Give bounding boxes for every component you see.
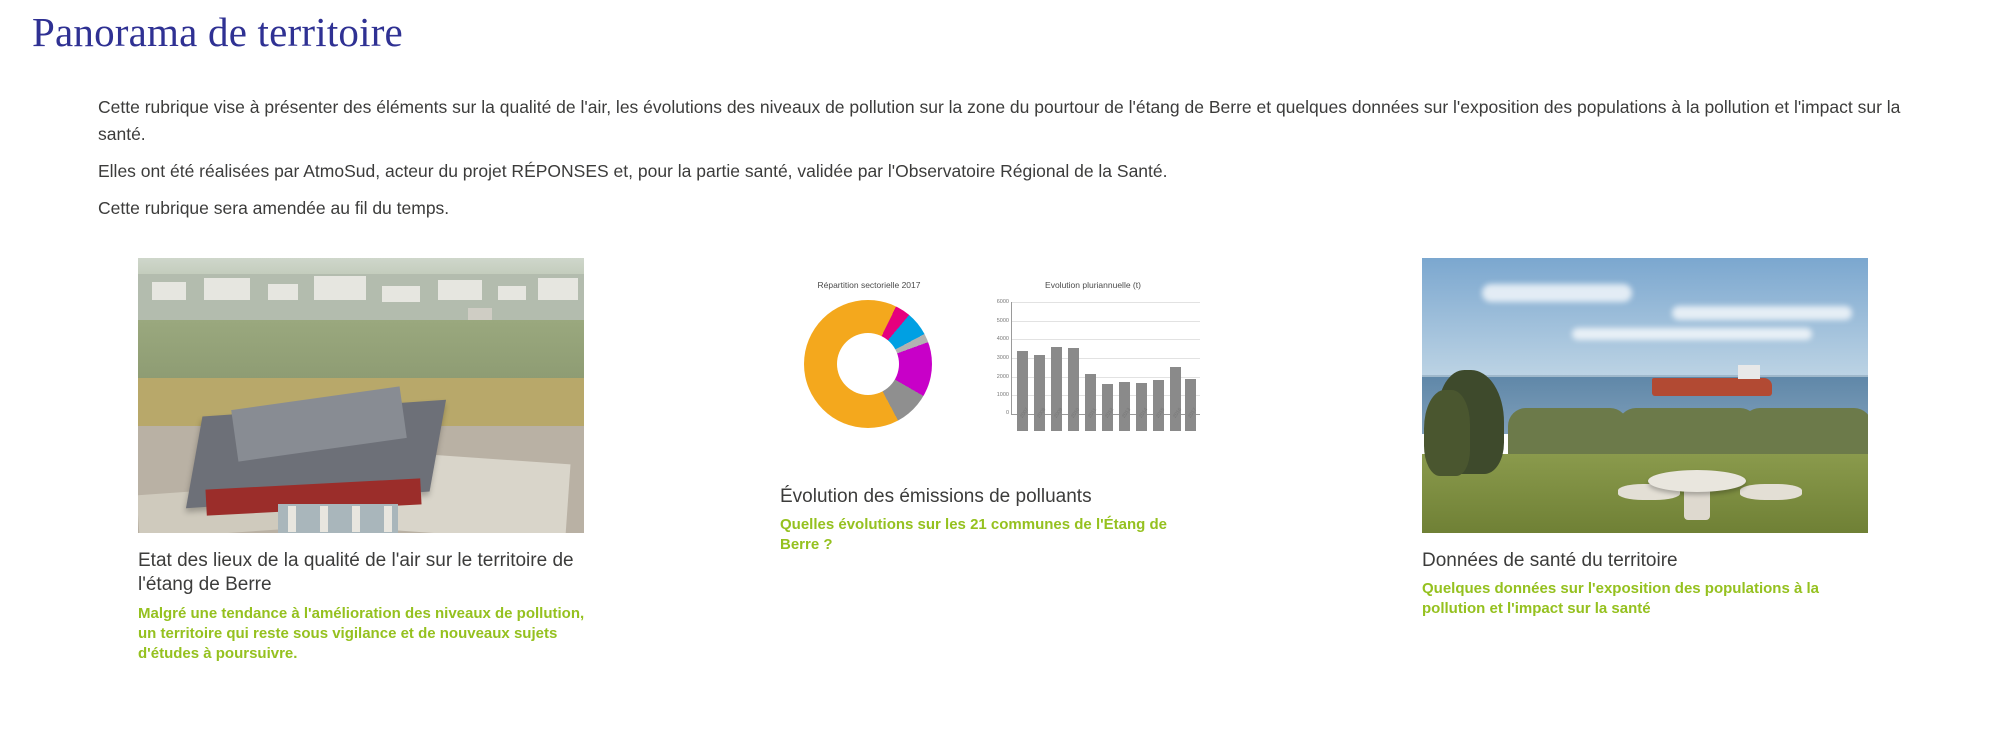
bar: [1119, 382, 1133, 431]
y-tick: 1000: [996, 392, 1009, 399]
y-tick: 3000: [996, 355, 1009, 361]
pie-chart-donut: [804, 300, 932, 428]
card-thumbnail-charts[interactable]: [780, 258, 1226, 473]
card-subtitle: Quelles évolutions sur les 21 communes de l'Étang de Berre ?: [780, 516, 1168, 554]
card-evolution-emissions[interactable]: [780, 258, 1250, 555]
card-title[interactable]: Etat des lieux de la qualité de l'air sur le territoire de l'étang de Berre: [138, 550, 574, 596]
card-body: [780, 485, 1250, 555]
card-title[interactable]: Évolution des émissions de polluants: [780, 486, 1092, 507]
bar-chart-title: Evolution pluriannuelle (t): [1045, 280, 1141, 290]
card-body: [1422, 549, 1872, 619]
cards-row: [0, 258, 2000, 728]
card-subtitle: Quelques données sur l'exposition des populations à la pollution et l'impact sur la santé: [1422, 580, 1819, 618]
y-tick: 6000: [996, 299, 1009, 305]
bar-chart: [985, 299, 1200, 432]
x-tick: 2013: [1121, 406, 1133, 420]
x-tick: 2012: [1104, 406, 1116, 420]
intro-paragraph-1: Cette rubrique vise à présenter des éléments sur la qualité de l'air, les évolutions des niveaux de pollution sur la zone du pourtour de l'étang de Berre et quelques données sur l'exposition des populations à la pollution et l'impact sur la santé.: [98, 97, 1901, 145]
y-tick: 0: [1005, 410, 1009, 416]
x-tick: 2016: [1172, 406, 1184, 420]
aerial-building-illustration: [138, 258, 584, 533]
card-subtitle: Malgré une tendance à l'amélioration des niveaux de pollution, un territoire qui reste sous vigilance et de nouveaux sujets d'études à poursuivre.: [138, 604, 585, 662]
intro-paragraph-3: Cette rubrique sera amendée au fil du temps.: [98, 198, 450, 219]
bar: [1034, 355, 1048, 431]
intro-text-block: [98, 94, 1958, 233]
pie-chart-title: Répartition sectorielle 2017: [817, 280, 921, 290]
card-title[interactable]: Données de santé du territoire: [1422, 550, 1678, 571]
y-tick: 4000: [996, 336, 1009, 343]
x-tick: 2011: [1087, 407, 1099, 420]
intro-paragraph-2: Elles ont été réalisées par AtmoSud, acteur du projet RÉPONSES et, pour la partie santé, validée par l'Observatoire Régional de la Santé.: [98, 161, 1168, 182]
x-tick: 2008: [1036, 406, 1048, 420]
x-tick: 2009: [1053, 406, 1065, 420]
x-tick: 2007: [1019, 406, 1031, 420]
page-title: Panorama de territoire: [32, 9, 403, 55]
bar: [1153, 380, 1167, 431]
x-tick: 2010: [1070, 406, 1082, 420]
card-etat-des-lieux[interactable]: [138, 258, 588, 663]
card-thumbnail-seaside[interactable]: [1422, 258, 1868, 533]
card-donnees-sante[interactable]: [1422, 258, 1872, 619]
bar: [1185, 379, 1199, 431]
x-tick: 2014: [1138, 406, 1150, 420]
seaside-illustration: [1422, 258, 1868, 533]
bar: [1085, 374, 1099, 431]
bar: [1170, 367, 1184, 431]
y-tick: 5000: [996, 317, 1009, 324]
card-body: [138, 549, 588, 663]
y-tick: 2000: [996, 373, 1009, 380]
charts-illustration: [780, 258, 1226, 473]
x-tick: 2017: [1187, 406, 1199, 420]
x-tick: 2015: [1155, 406, 1167, 420]
card-thumbnail-aerial[interactable]: [138, 258, 584, 533]
